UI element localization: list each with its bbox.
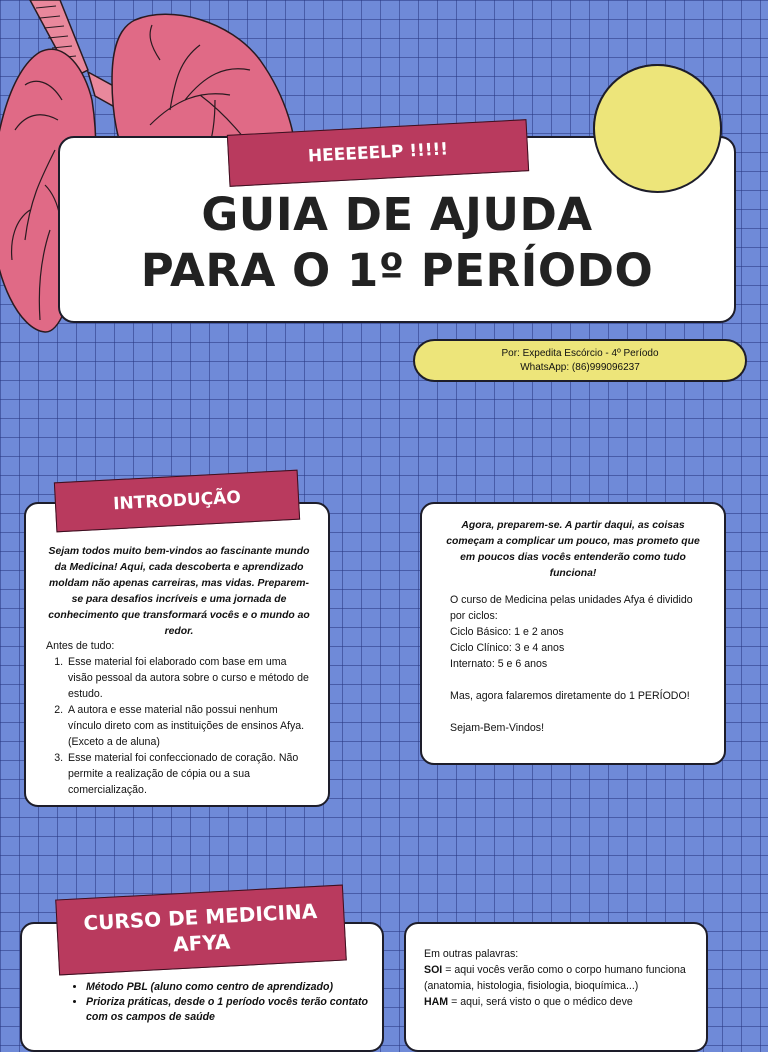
intro-card — [24, 502, 330, 807]
course-ribbon-line2: AFYA — [172, 929, 231, 957]
soi-text: = aqui vocês verão como o corpo humano funciona (anatomia, histologia, fisiologia, bioquímica...) — [424, 964, 686, 992]
course-bullets — [70, 980, 368, 1025]
intro-list — [46, 654, 310, 798]
list-item: • Método PBL (aluno como centro de aprendizado) — [86, 980, 368, 995]
intro-before-all: Antes de tudo: — [46, 640, 115, 652]
ham-label: HAM — [424, 996, 449, 1008]
list-item: 1. Esse material foi elaborado com base em uma visão pessoal da autora sobre o curso e método de estudo. — [66, 654, 310, 702]
author-pill — [413, 339, 747, 382]
list-item: 2. A autora e esse material não possui nenhum vínculo direto com as instituições de ensinos Afya. (Exceto a de aluna) — [66, 702, 310, 750]
list-item: 3. Esse material foi confeccionado de coração. Não permite a realização de cópia ou a sua comercialização. — [66, 750, 310, 798]
first-period-note: Mas, agora falaremos diretamente do 1 PERÍODO! — [450, 690, 690, 702]
cycles-card — [420, 502, 726, 765]
author-name: Por: Expedita Escórcio - 4º Período — [501, 348, 659, 359]
course-ribbon-line1: CURSO DE MEDICINA — [82, 898, 318, 936]
other-words-card — [404, 922, 708, 1052]
welcome-text: Sejam-Bem-Vindos! — [450, 722, 545, 734]
cycle-clinic: Ciclo Clínico: 3 e 4 anos — [450, 642, 565, 654]
intro-lead: Sejam todos muito bem-vindos ao fascinante mundo da Medicina! Aqui, cada descoberta e aprendizado moldam não apenas carreiras, mas vidas. Preparem-se para desafios incríveis e uma jornada de conhecimento que transformará vocês e o mundo ao redor. — [48, 546, 310, 637]
author-whatsapp: WhatsApp: (86)999096237 — [520, 362, 640, 373]
yellow-circle-overlay — [593, 64, 722, 193]
other-words-heading: Em outras palavras: — [424, 948, 519, 960]
header-ribbon: HEEEEELP !!!!! — [227, 119, 529, 187]
ham-text: = aqui, será visto o que o médico deve — [448, 996, 633, 1008]
ham-line — [424, 994, 690, 1010]
cycles-intro: O curso de Medicina pelas unidades Afya é dividido por ciclos: — [450, 594, 693, 622]
list-item: • Prioriza práticas, desde o 1 período vocês terão contato com os campos de saúde — [86, 995, 368, 1025]
intro-ribbon: INTRODUÇÃO — [54, 470, 300, 533]
cycle-internship: Internato: 5 e 6 anos — [450, 658, 548, 670]
soi-line — [424, 962, 690, 994]
page-title-line1: GUIA DE AJUDA — [201, 188, 593, 241]
soi-label: SOI — [424, 964, 443, 976]
cycle-basic: Ciclo Básico: 1 e 2 anos — [450, 626, 564, 638]
cycles-lead: Agora, preparem-se. A partir daqui, as coisas começam a complicar um pouco, mas prometo que em poucos dias vocês entenderão como tudo funciona! — [446, 520, 700, 579]
page-title-line2: PARA O 1º PERÍODO — [140, 244, 654, 297]
course-ribbon — [55, 885, 347, 976]
